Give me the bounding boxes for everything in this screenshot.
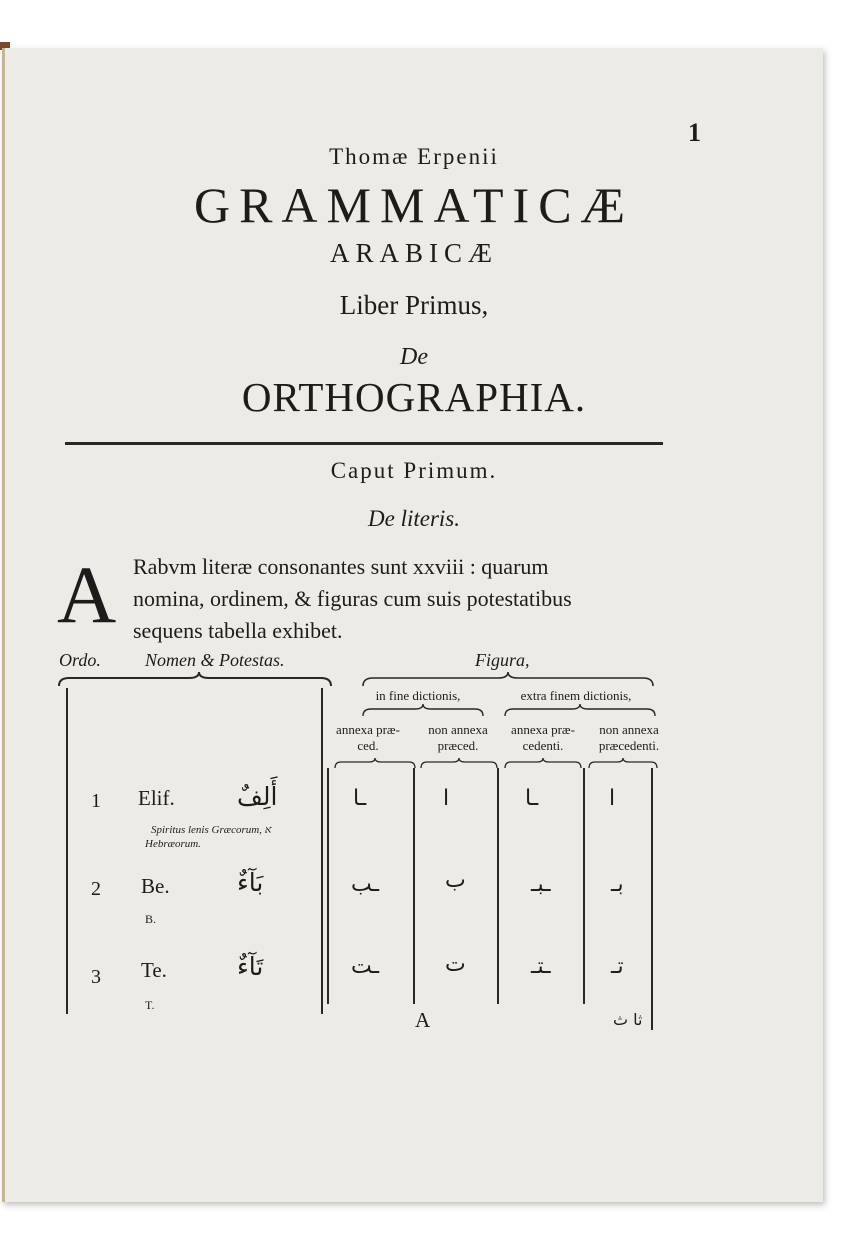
form-non-annexa-praecedenti: ا [609,786,616,811]
table-line-col-1 [327,768,329,1004]
header-nomen: Nomen & Potestas. [145,650,285,670]
arabic-letter-name: أَلِفٌ [237,782,278,811]
header-figura: Figura, [475,650,530,670]
form-annexa-praeced: ـت [351,954,380,979]
form-non-annexa-praecedenti: تـ [611,954,624,979]
brace-extra-finem [505,704,655,718]
latin-equivalent: T. [145,998,155,1012]
subheader-extra-finem: extra finem dictionis, [520,688,632,703]
col-non-annexa-praecedenti [585,722,673,754]
form-annexa-praeced: ـب [351,872,380,897]
table-line-col-2 [413,768,415,1004]
col-annexa-praeced [327,722,409,754]
col-annexa-praeced-line-2: ced. [357,738,379,753]
col-annexa-praeced-line-1: annexa præ- [336,722,400,737]
catchword: ثا ث [613,1010,643,1029]
table-line-nomen-right [321,688,323,1014]
form-non-annexa-praeced: ت [445,952,466,977]
subject-heading: ORTHOGRAPHIA. [241,374,587,420]
form-annexa-praecedenti: ـا [525,786,539,811]
author-line: Thomæ Erpenii [329,144,499,169]
table-line-left [66,688,68,1014]
col-non-annexa-praeced-line-1: non annexa [428,722,488,737]
brace-nomen [59,672,331,692]
drop-capital: A [57,549,117,640]
de-line: De [400,344,428,370]
arabic-letter-name: تَآءٌ [237,952,264,981]
table-line-right [651,768,653,1030]
page-number: 1 [688,118,701,147]
chapter-heading: Caput Primum. [330,458,498,483]
paragraph-line-1: Rabvm literæ consonantes sunt xxviii : quarum [133,554,549,579]
paragraph-line-2: nomina, ordinem, & figuras cum suis potestatibus [133,586,572,611]
paragraph-line-3: sequens tabella exhibet. [133,618,343,643]
letter-note-line-1: Spiritus lenis Græcorum, א [151,824,272,836]
table-line-col-3 [497,768,499,1004]
col-annexa-praecedenti-line-1: annexa præ- [511,722,575,737]
header-ordo: Ordo. [59,650,101,670]
form-non-annexa-praeced: ب [445,868,466,893]
row-number: 3 [91,966,101,988]
main-title: GRAMMATICÆ [193,177,635,233]
col-annexa-praecedenti-line-2: cedenti. [522,738,564,753]
form-non-annexa-praecedenti: بـ [611,872,624,897]
letter-name: Be. [141,874,170,898]
col-non-annexa-praeced [413,722,503,754]
col-non-annexa-praecedenti-line-2: præcedenti. [598,738,660,753]
horizontal-rule [65,442,663,445]
form-annexa-praecedenti: ـبـ [531,872,551,897]
letter-name: Elif. [138,786,175,810]
column-braces [335,758,665,770]
letter-name: Te. [141,958,167,982]
signature-mark: A [415,1008,431,1032]
letter-note-line-2: Hebræorum. [145,838,201,850]
brace-figura [363,672,653,688]
liber-line: Liber Primus, [339,290,489,320]
subheader-in-fine: in fine dictionis, [375,688,461,703]
book-page [2,48,823,1202]
arabic-letter-name: بَآءٌ [237,868,264,897]
row-number: 2 [91,878,101,900]
latin-equivalent: B. [145,912,157,926]
form-annexa-praeced: ـا [353,786,367,811]
brace-in-fine [363,704,483,718]
table-line-col-4 [583,768,585,1004]
col-annexa-praecedenti [499,722,587,754]
row-number: 1 [91,790,101,812]
col-non-annexa-praecedenti-line-1: non annexa [599,722,659,737]
col-non-annexa-praeced-line-2: præced. [437,738,479,753]
form-annexa-praecedenti: ـتـ [531,954,551,979]
form-non-annexa-praeced: ا [443,786,450,811]
title-subline: ARABICÆ [329,238,499,268]
section-heading: De literis. [368,506,460,531]
